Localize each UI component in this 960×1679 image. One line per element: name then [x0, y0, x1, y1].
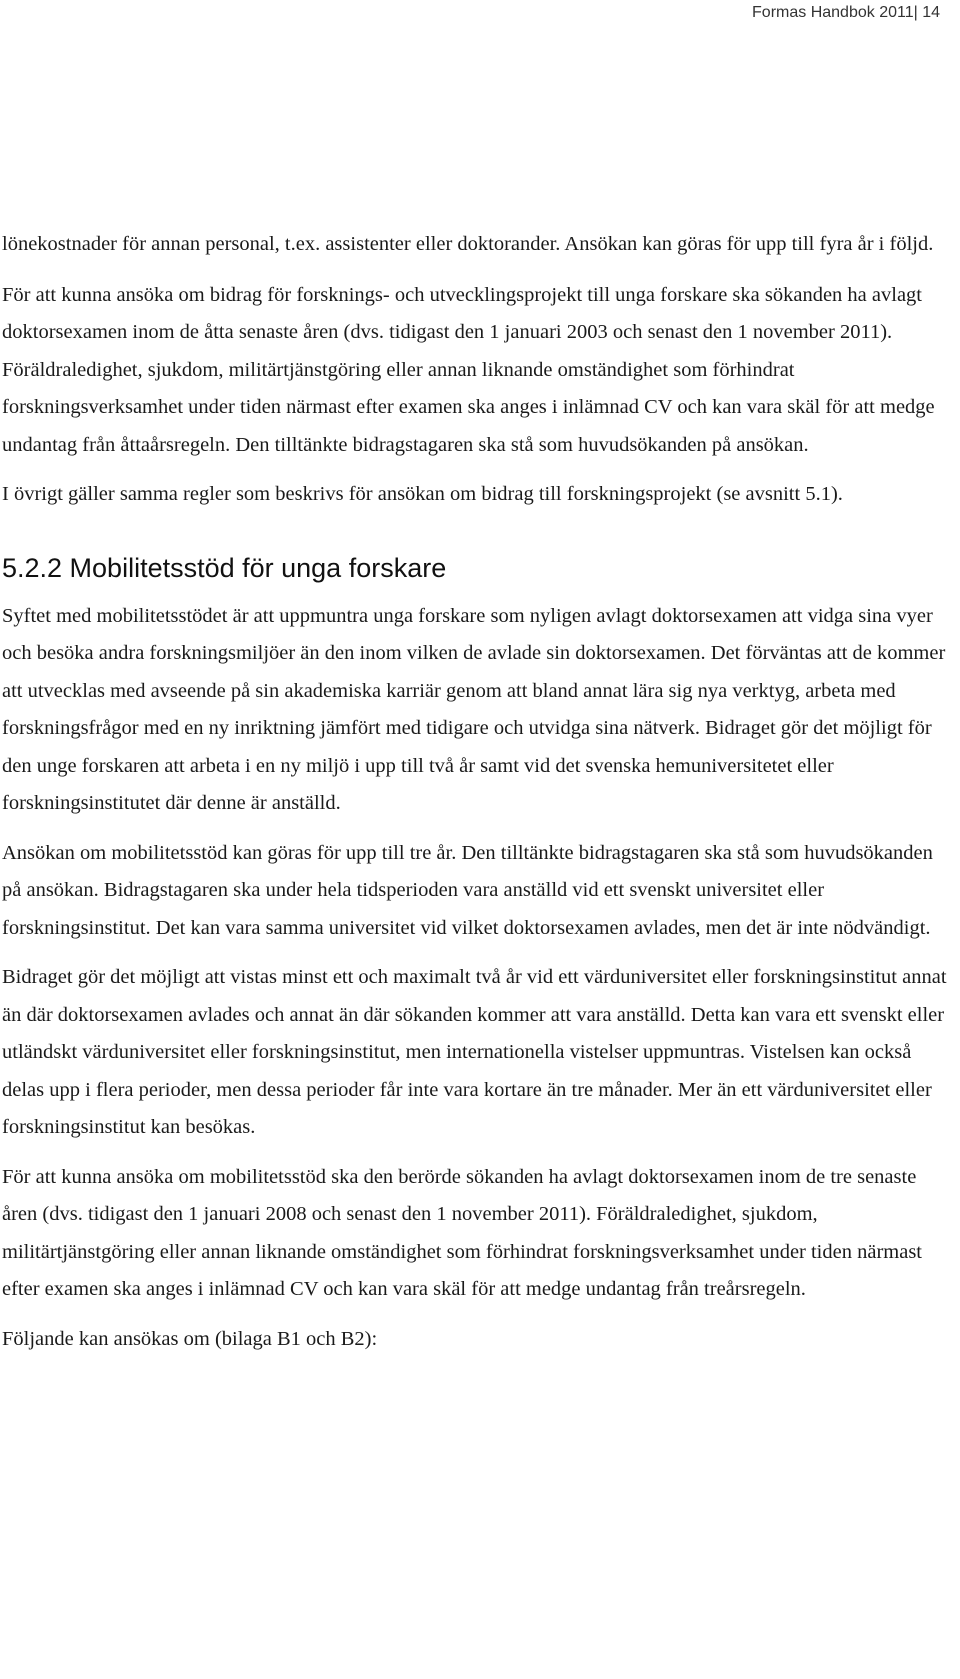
paragraph-eligibility-young-researchers: För att kunna ansöka om bidrag för forsknings- och utvecklingsprojekt till unga forskare ska sökanden ha avlagt doktorsexamen inom de åtta senaste åren (dvs. tidigast den 1 januari 2003 och senast den 1 november 2011). Föräldraledighet, sjukdom, militärtjänstgöring eller annan liknande omständighet som förhindrat forskningsverksamhet under tiden närmast efter examen ska anges i inlämnad CV och kan vara skäl för att medge undantag från åttaårsregeln. Den tilltänkte bidragstagaren ska stå som huvudsökanden på ansökan. — [2, 283, 935, 456]
paragraph-mobility-purpose: Syftet med mobilitetsstödet är att uppmuntra unga forskare som nyligen avlagt doktorsexamen att vidga sina vyer och besöka andra forskningsmiljöer än den inom vilken de avlade sin doktorsexamen. Det förväntas att de kommer att utvecklas med avseende på sin akademiska karriär genom att bland annat lära sig nya verktyg, arbeta med forskningsfrågor med en ny inriktning jämfört med tidigare och utvidga sina nätverk. Bidraget gör det möjligt för den unge forskaren att arbeta i en ny miljö i upp till två år samt vid det svenska hemuniversitetet eller forskningsinstitutet där denne är anställd. — [2, 604, 946, 814]
paragraph-mobility-eligibility: För att kunna ansöka om mobilitetsstöd ska den berörde sökanden ha avlagt doktorsexamen inom de tre senaste åren (dvs. tidigast den 1 januari 2008 och senast den 1 november 2011). Föräldraledighet, sjukdom, militärtjänstgöring eller annan liknande omständighet som förhindrat forskningsverksamhet under tiden närmast efter examen ska anges i inlämnad CV och kan vara skäl för att medge undantag från treårsregeln. — [2, 1165, 922, 1300]
section-heading: 5.2.2 Mobilitetsstöd för unga forskare — [2, 552, 447, 583]
paragraph-mobility-host: Bidraget gör det möjligt att vistas minst ett och maximalt två år vid ett värduniversitet eller forskningsinstitut annat än där doktorsexamen avlades och annat än där sökanden kommer att vara anställd. Detta kan vara ett svenskt eller utländskt värduniversitet eller forskningsinstitut, men internationella vistelser uppmuntras. Vistelsen kan också delas upp i flera perioder, men dessa perioder får inte vara kortare än tre månader. Mer än ett värduniversitet eller forskningsinstitut kan besökas. — [2, 966, 947, 1138]
running-header: Formas Handbok 2011| 14 — [752, 4, 940, 21]
document-body — [2, 226, 954, 1370]
paragraph-mobility-application: Ansökan om mobilitetsstöd kan göras för upp till tre år. Den tilltänkte bidragstagaren ska stå som huvudsökanden på ansökan. Bidragstagaren ska under hela tidsperioden vara anställd vid ett svenskt universitet eller forskningsinstitut. Det kan vara samma universitet vid vilket doktorsexamen avlades, men det är inte nödvändigt. — [2, 841, 933, 939]
paragraph-list-intro: Följande kan ansökas om (bilaga B1 och B2): — [2, 1327, 378, 1350]
paragraph-continuation: lönekostnader för annan personal, t.ex. assistenter eller doktorander. Ansökan kan göras för upp till fyra år i följd. — [2, 233, 934, 255]
paragraph-other-rules: I övrigt gäller samma regler som beskrivs för ansökan om bidrag till forskningsprojekt (se avsnitt 5.1). — [2, 483, 843, 505]
